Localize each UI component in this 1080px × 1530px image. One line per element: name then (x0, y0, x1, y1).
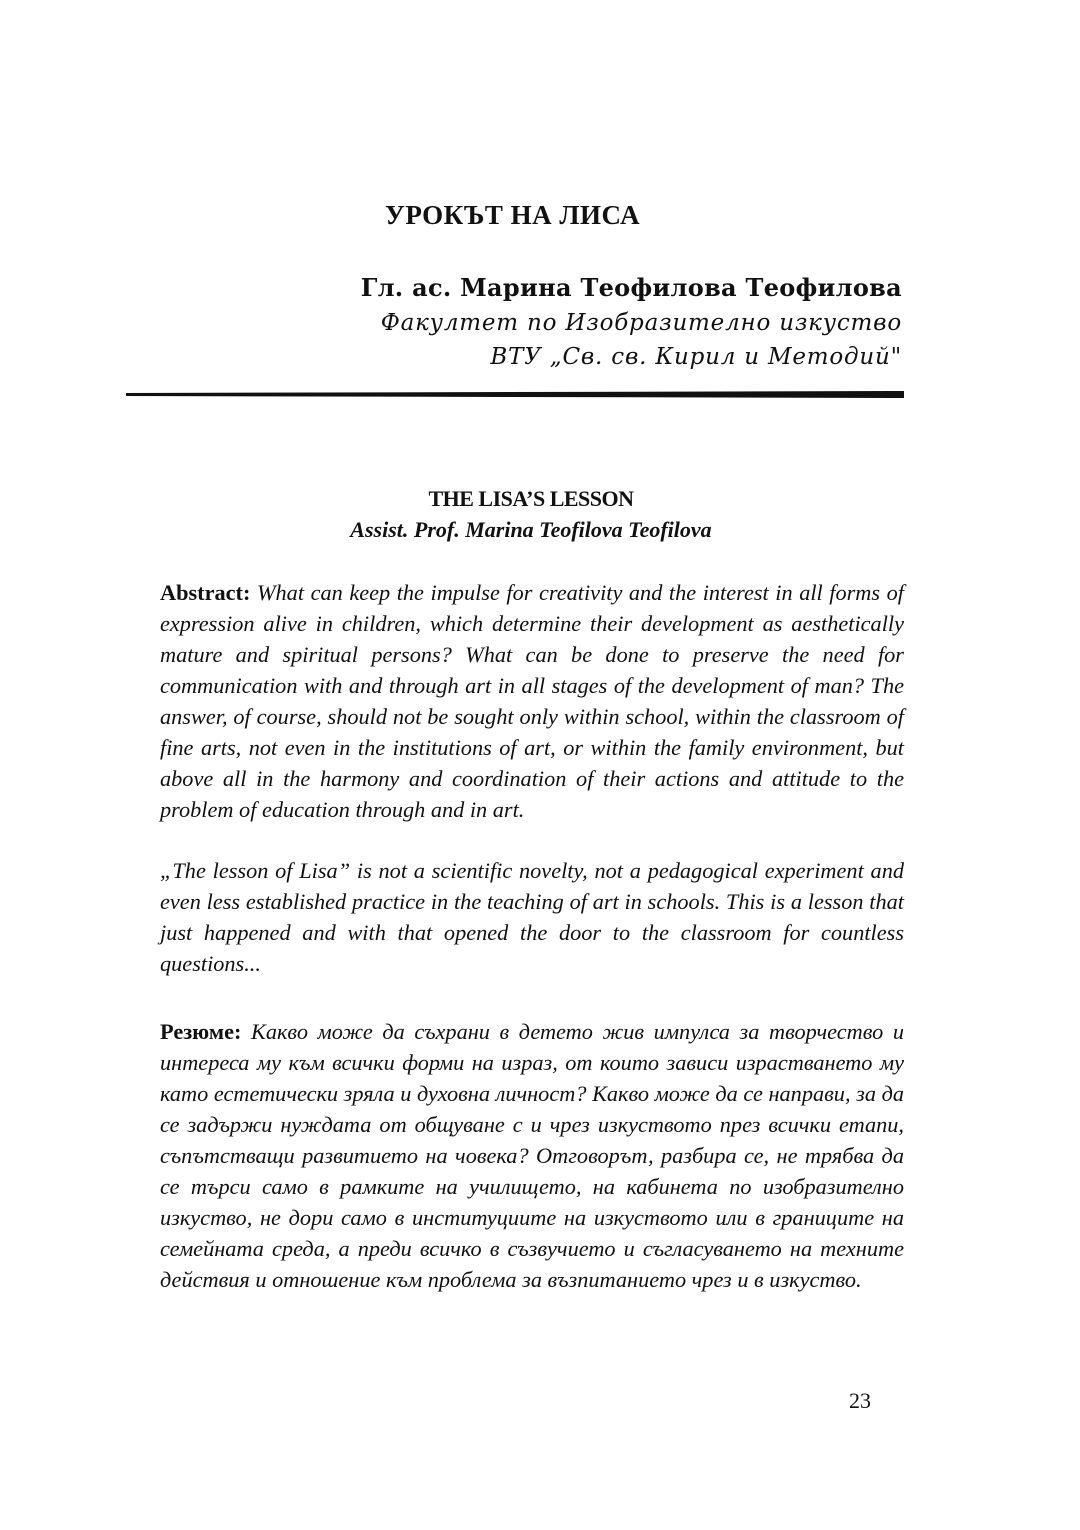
affiliation-university: ВТУ „Св. св. Кирил и Методий" (490, 344, 902, 370)
english-title: THE LISA’S LESSON (428, 486, 634, 511)
page-number: 23 (849, 1388, 871, 1413)
english-author: Assist. Prof. Marina Teofilova Teofilova (350, 517, 712, 542)
affiliation-faculty: Факултет по Изобразително изкуство (380, 310, 902, 336)
abstract-paragraph (160, 577, 904, 825)
article-title: УРОКЪТ НА ЛИСА (385, 200, 641, 230)
header-divider (126, 391, 904, 398)
resume-label: Резюме: (160, 1019, 252, 1044)
abstract-text-2: „The lesson of Lisa” is not a scientific novelty, not a pedagogical experiment and even less established practice in the teaching of art in schools. This is a lesson that just happened and with that opened the door to the classroom for countless questions... (160, 858, 904, 976)
author-block (361, 270, 902, 374)
abstract-label: Abstract: (160, 580, 257, 605)
resume-paragraph (160, 1016, 904, 1295)
resume-text: Какво може да съхрани в детето жив импулса за творчество и интереса му към всички форми на израз, от които зависи израстването му като естетически зряла и духовна личност? Какво може да се направи, за да се задържи нуждата от общуване с и чрез изкуството през всички етапи, съпътстващи развитието на човека? Отговорът, разбира се, не трябва да се търси само в рамките на училището, на кабинета по изобразително изкуство, не дори само в институциите на изкуството или в границите на семейната среда, а преди всичко в съзвучието и съгласуването на техните действия и отношение към проблема за възпитанието чрез и в изкуство. (160, 1019, 905, 1292)
abstract-paragraph-2 (160, 855, 904, 979)
author-name: Гл. ас. Марина Теофилова Теофилова (360, 273, 902, 302)
abstract-text: What can keep the impulse for creativity and the interest in all forms of expression alive in children, which determine their development as aesthetically mature and spiritual persons? What can be done to preserve the need for communication with and through art in all stages of the development of man? The answer, of course, should not be sought only within school, within the classroom of fine arts, not even in the institutions of art, or within the family environment, but above all in the harmony and coordination of their actions and attitude to the problem of education through and in art. (160, 580, 904, 822)
